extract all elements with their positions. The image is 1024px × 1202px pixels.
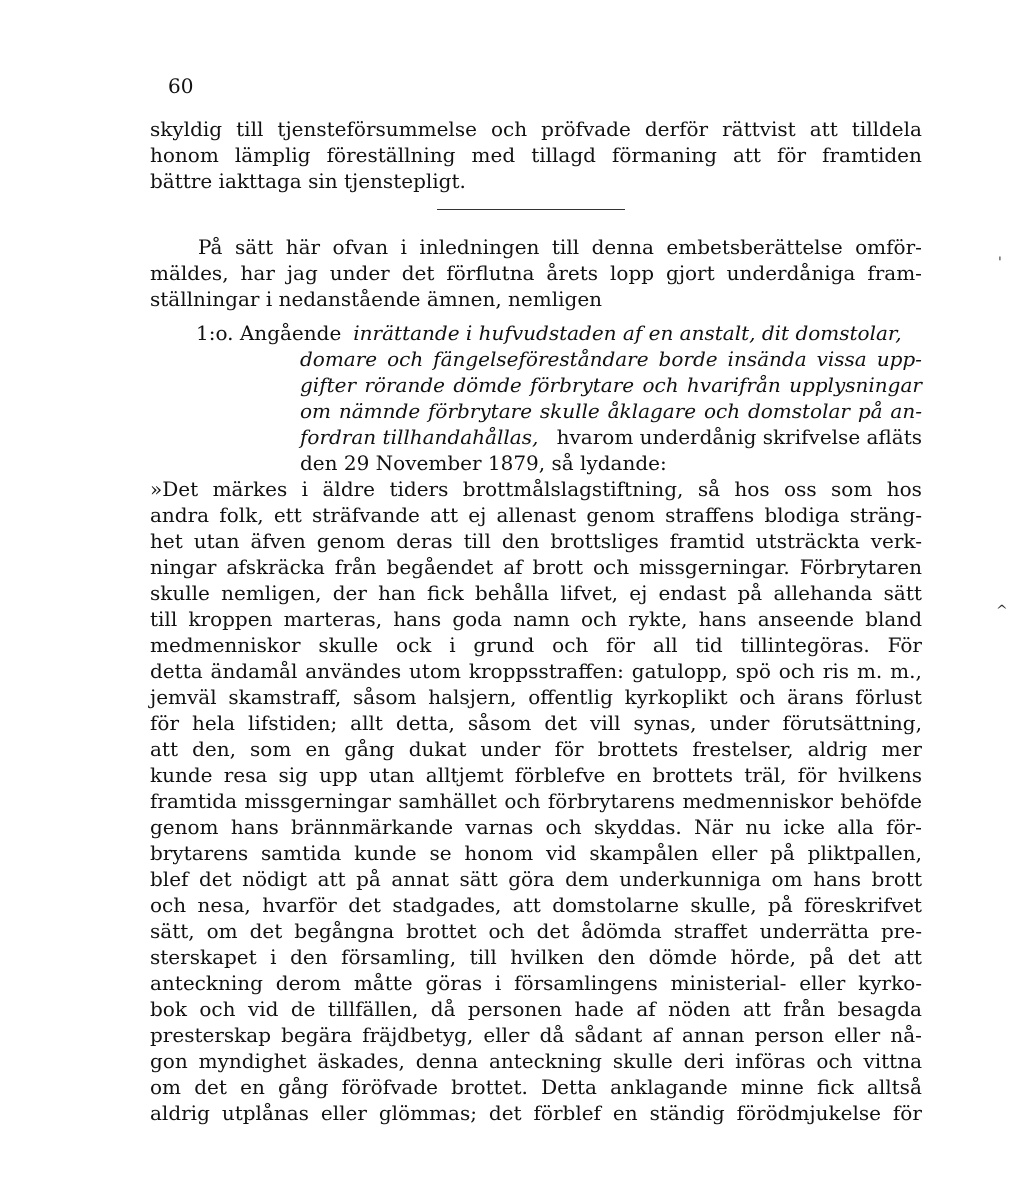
text-line: »Det märkes i äldre tiders brottmålslagstiftning, så hos oss som hos xyxy=(150,477,922,501)
text-line: ningar afskräcka från begåendet af brott och missgerningar. Förbrytaren xyxy=(150,555,922,579)
page-number: 60 xyxy=(168,74,194,98)
text-line: andra folk, ett sträfvande att ej allenast genom straffens blodiga sträng- xyxy=(150,503,922,527)
text-line: bok och vid de tillfällen, då personen hade af nöden att från besagda xyxy=(150,997,922,1021)
text-line: kunde resa sig upp utan alltjemt förblefve en brottets träl, för hvilkens xyxy=(150,763,922,787)
text-line: gon myndighet äskades, denna anteckning skulle deri införas och vittna xyxy=(150,1049,922,1073)
text-line: skulle nemligen, der han fick behålla lifvet, ej endast på allehanda sätt xyxy=(150,581,922,605)
text-line: mäldes, har jag under det förflutna årets lopp gjort underdåniga fram- xyxy=(150,261,922,285)
paragraph-1 xyxy=(150,116,922,194)
text-line: den 29 November 1879, så lydande: xyxy=(300,451,667,475)
text-line: bättre iakttaga sin tjenstepligt. xyxy=(150,169,466,193)
text-line: skyldig till tjensteförsummelse och pröfvade derför rättvist att tilldela xyxy=(150,117,922,141)
text-line: ställningar i nedanstående ämnen, nemligen xyxy=(150,287,603,311)
text-line: brytarens samtida kunde se honom vid skampålen eller på pliktpallen, xyxy=(150,841,922,865)
text-line: framtida missgerningar samhället och förbrytarens medmenniskor behöfde xyxy=(150,789,922,813)
text-line: genom hans brännmärkande varnas och skyddas. När nu icke alla för- xyxy=(150,815,922,839)
text-line: jemväl skamstraff, såsom halsjern, offentlig kyrkoplikt och ärans förlust xyxy=(150,685,922,709)
text-line: detta ändamål användes utom kroppsstraffen: gatulopp, spö och ris m. m., xyxy=(150,659,922,683)
text-line: för hela lifstiden; allt detta, såsom det vill synas, under förutsättning, xyxy=(150,711,922,735)
text-line: medmenniskor skulle ock i grund och för all tid tillintegöras. För xyxy=(150,633,922,657)
text-line: honom lämplig föreställning med tillagd förmaning att för framtiden xyxy=(150,143,922,167)
text-line: domare och fängelseföreståndare borde insända vissa upp- xyxy=(300,347,922,371)
italic-text: inrättande i hufvudstaden af en anstalt, dit domstolar, xyxy=(353,321,902,345)
section-divider xyxy=(437,209,625,210)
text-line: om det en gång föröfvade brottet. Detta anklagande minne fick alltså xyxy=(150,1075,922,1099)
quoted-letter xyxy=(150,476,922,1126)
margin-mark: ^ xyxy=(996,603,1008,619)
text-line: fordran tillhandahållas, hvarom underdånig skrifvelse afläts xyxy=(300,425,922,449)
margin-mark: ' xyxy=(998,255,1002,271)
item-1 xyxy=(150,320,922,476)
text-line: att den, som en gång dukat under för brottets frestelser, aldrig mer xyxy=(150,737,922,761)
text-line: om nämnde förbrytare skulle åklagare och domstolar på an- xyxy=(300,399,922,423)
text-line xyxy=(150,320,922,346)
text-line: till kroppen marteras, hans goda namn och rykte, hans anseende bland xyxy=(150,607,922,631)
text-line: På sätt här ofvan i inledningen till denna embetsberättelse omför- xyxy=(198,235,922,259)
text-line: anteckning derom måtte göras i församlingens ministerial- eller kyrko- xyxy=(150,971,922,995)
text-line: och nesa, hvarför det stadgades, att domstolarne skulle, på föreskrifvet xyxy=(150,893,922,917)
text-line: sterskapet i den församling, till hvilken den dömde hörde, på det att xyxy=(150,945,922,969)
item-label: 1:o. Angående xyxy=(196,321,342,345)
text-line: gifter rörande dömde förbrytare och hvarifrån upplysningar xyxy=(300,373,922,397)
text-line: sätt, om det begångna brottet och det ådömda straffet underrätta pre- xyxy=(150,919,922,943)
paragraph-2 xyxy=(150,234,922,312)
text-line: aldrig utplånas eller glömmas; det förblef en ständig förödmjukelse för xyxy=(150,1101,922,1125)
text-line: blef det nödigt att på annat sätt göra dem underkunniga om hans brott xyxy=(150,867,922,891)
italic-text: fordran tillhandahållas, xyxy=(300,425,539,449)
text-line: het utan äfven genom deras till den brottsliges framtid utsträckta verk- xyxy=(150,529,922,553)
text-line: presterskap begära fräjdbetyg, eller då sådant af annan person eller nå- xyxy=(150,1023,922,1047)
